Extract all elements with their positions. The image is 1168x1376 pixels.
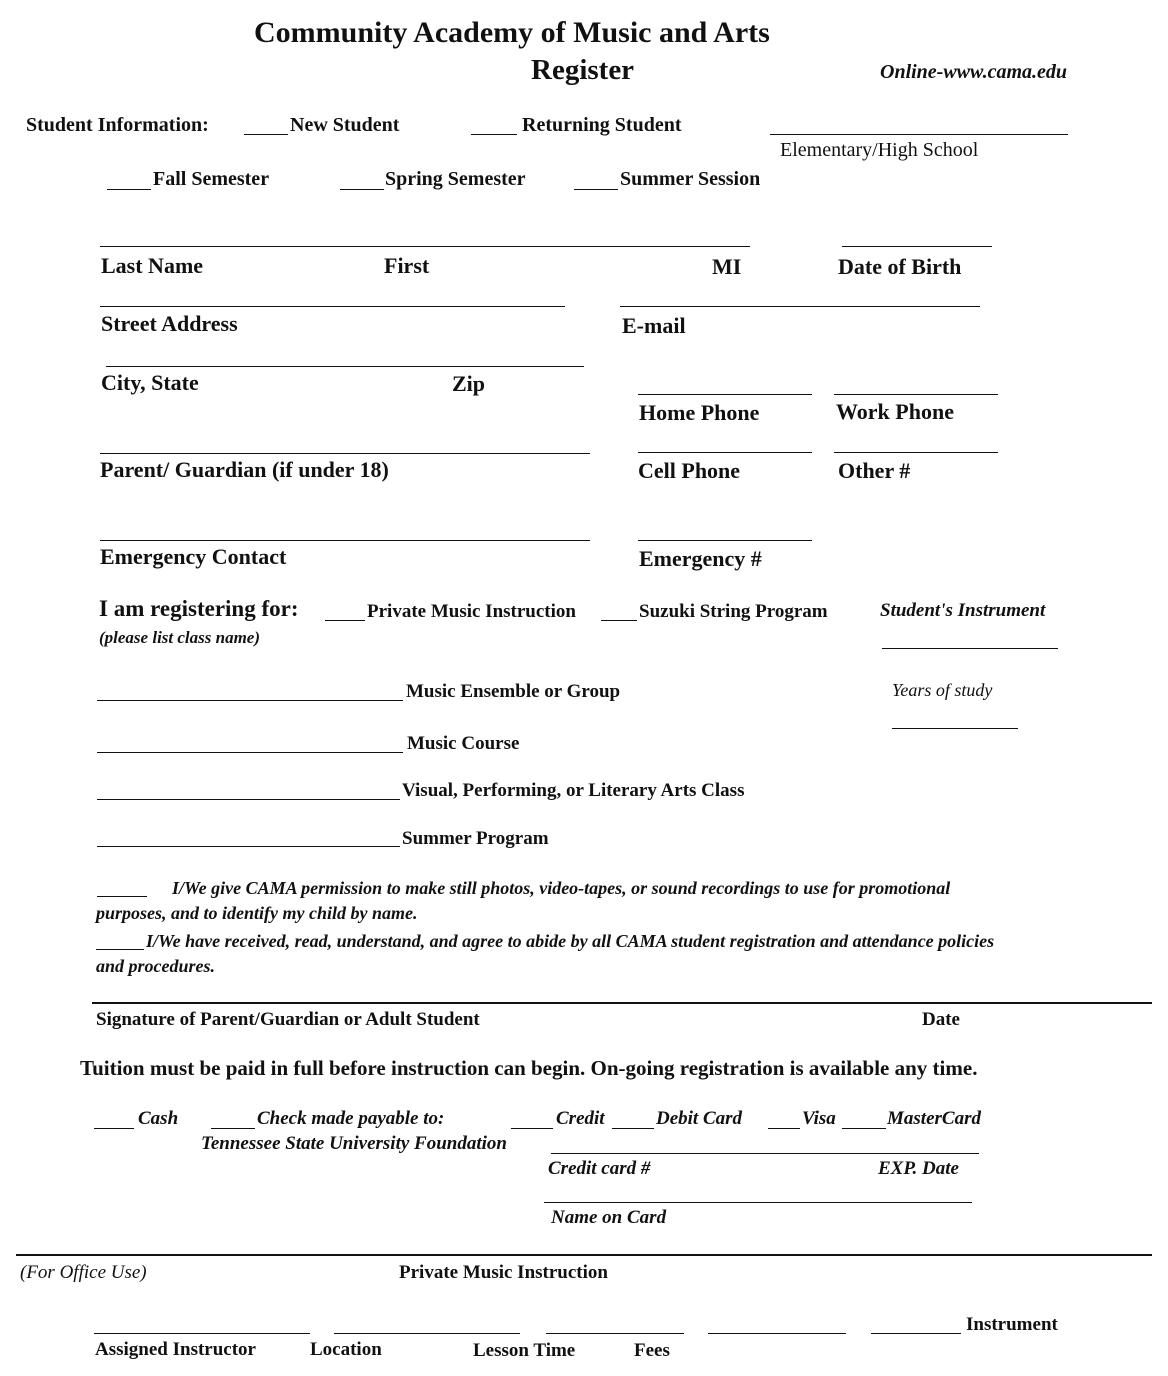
location-field[interactable] — [334, 1333, 520, 1334]
dob-field[interactable] — [842, 246, 992, 247]
arts-class-label: Visual, Performing, or Literary Arts Class — [402, 780, 745, 801]
office-instrument-label: Instrument — [966, 1314, 1058, 1335]
emergency-contact-field[interactable] — [100, 540, 590, 541]
other-phone-label: Other # — [838, 458, 911, 483]
private-music-label: Private Music Instruction — [367, 601, 576, 622]
work-phone-field[interactable] — [834, 394, 998, 395]
lesson-time-field[interactable] — [546, 1333, 684, 1334]
cell-phone-field[interactable] — [638, 452, 812, 453]
debit-label: Debit Card — [656, 1108, 743, 1129]
street-label: Street Address — [101, 311, 238, 336]
location-label: Location — [310, 1339, 382, 1360]
check-blank[interactable] — [211, 1128, 255, 1129]
work-phone-label: Work Phone — [836, 399, 954, 424]
office-private-label: Private Music Instruction — [399, 1262, 608, 1283]
fees-field[interactable] — [708, 1333, 846, 1334]
parent-field[interactable] — [100, 453, 590, 454]
signature-line[interactable] — [92, 1002, 1152, 1004]
email-field[interactable] — [620, 306, 980, 307]
office-use-label: (For Office Use) — [20, 1262, 147, 1283]
parent-label: Parent/ Guardian (if under 18) — [100, 457, 389, 482]
form-title: Register — [531, 54, 635, 86]
mi-label: MI — [712, 254, 742, 279]
emergency-number-field[interactable] — [638, 540, 812, 541]
photo-consent-blank[interactable] — [97, 896, 147, 897]
school-label: Elementary/High School — [780, 139, 979, 161]
registering-label: I am registering for: — [99, 596, 299, 621]
org-title: Community Academy of Music and Arts — [254, 16, 770, 49]
instructor-label: Assigned Instructor — [95, 1339, 256, 1360]
school-field[interactable] — [770, 134, 1068, 135]
street-field[interactable] — [100, 306, 565, 307]
cash-label: Cash — [138, 1108, 179, 1129]
visa-blank[interactable] — [768, 1128, 800, 1129]
city-state-label: City, State — [101, 370, 199, 395]
office-divider — [16, 1254, 1152, 1256]
fees-label: Fees — [634, 1340, 670, 1361]
instrument-field[interactable] — [871, 1333, 961, 1334]
returning-student-blank[interactable] — [471, 134, 517, 135]
list-class-note: (please list class name) — [99, 628, 261, 647]
cell-phone-label: Cell Phone — [638, 458, 741, 483]
emergency-number-label: Emergency # — [639, 546, 762, 571]
name-on-card-label: Name on Card — [551, 1207, 667, 1228]
last-name-label: Last Name — [101, 253, 204, 278]
cash-blank[interactable] — [94, 1128, 134, 1129]
summer-blank[interactable] — [574, 189, 618, 190]
credit-label: Credit — [556, 1108, 605, 1129]
name-field[interactable] — [100, 246, 750, 247]
debit-blank[interactable] — [612, 1128, 654, 1129]
student-instrument-label: Student's Instrument — [880, 600, 1046, 621]
suzuki-blank[interactable] — [601, 620, 637, 621]
fall-blank[interactable] — [107, 189, 151, 190]
summer-program-field[interactable] — [97, 846, 400, 847]
student-info-label: Student Information: — [26, 114, 209, 136]
returning-student-label: Returning Student — [522, 114, 682, 136]
home-phone-field[interactable] — [638, 394, 812, 395]
card-number-label: Credit card # — [548, 1158, 651, 1179]
suzuki-label: Suzuki String Program — [639, 601, 828, 622]
credit-blank[interactable] — [511, 1128, 553, 1129]
instructor-field[interactable] — [94, 1333, 310, 1334]
summer-label: Summer Session — [620, 168, 761, 190]
ensemble-label: Music Ensemble or Group — [406, 681, 621, 702]
new-student-blank[interactable] — [244, 134, 288, 135]
course-label: Music Course — [407, 733, 520, 754]
private-music-blank[interactable] — [325, 620, 365, 621]
photo-consent-line2: purposes, and to identify my child by name. — [96, 903, 418, 923]
mastercard-label: MasterCard — [887, 1108, 981, 1129]
emergency-contact-label: Emergency Contact — [100, 544, 287, 569]
years-label: Years of study — [892, 680, 993, 700]
other-phone-field[interactable] — [834, 452, 998, 453]
name-on-card-field[interactable] — [544, 1202, 972, 1203]
email-label: E-mail — [622, 313, 686, 338]
spring-blank[interactable] — [340, 189, 384, 190]
check-label: Check made payable to: — [257, 1108, 445, 1129]
arts-class-field[interactable] — [97, 799, 400, 800]
signature-label: Signature of Parent/Guardian or Adult Student — [96, 1009, 480, 1030]
mastercard-blank[interactable] — [842, 1128, 886, 1129]
new-student-label: New Student — [290, 114, 400, 136]
student-instrument-field[interactable] — [882, 648, 1058, 649]
policy-consent-line1: I/We have received, read, understand, and agree to abide by all CAMA student registration and attendance policies — [146, 931, 995, 951]
foundation-label: Tennessee State University Foundation — [201, 1133, 507, 1154]
city-field[interactable] — [106, 366, 584, 367]
years-field[interactable] — [892, 728, 1018, 729]
zip-label: Zip — [452, 371, 486, 396]
summer-program-label: Summer Program — [402, 828, 549, 849]
home-phone-label: Home Phone — [639, 400, 760, 425]
exp-date-label: EXP. Date — [878, 1158, 959, 1179]
date-label: Date — [922, 1009, 960, 1030]
tuition-note: Tuition must be paid in full before instruction can begin. On-going registration is available any time. — [80, 1056, 978, 1080]
card-number-field[interactable] — [551, 1153, 979, 1154]
policy-consent-blank[interactable] — [96, 949, 144, 950]
course-field[interactable] — [97, 752, 403, 753]
first-name-label: First — [384, 253, 430, 278]
lesson-time-label: Lesson Time — [473, 1340, 576, 1361]
dob-label: Date of Birth — [838, 254, 962, 279]
online-url[interactable]: Online-www.cama.edu — [880, 61, 1068, 83]
spring-label: Spring Semester — [385, 168, 526, 190]
fall-label: Fall Semester — [153, 168, 270, 190]
ensemble-field[interactable] — [97, 700, 403, 701]
photo-consent-line1: I/We give CAMA permission to make still photos, video-tapes, or sound recordings to use for promotional — [172, 878, 951, 898]
visa-label: Visa — [802, 1108, 836, 1129]
policy-consent-line2: and procedures. — [96, 956, 216, 976]
